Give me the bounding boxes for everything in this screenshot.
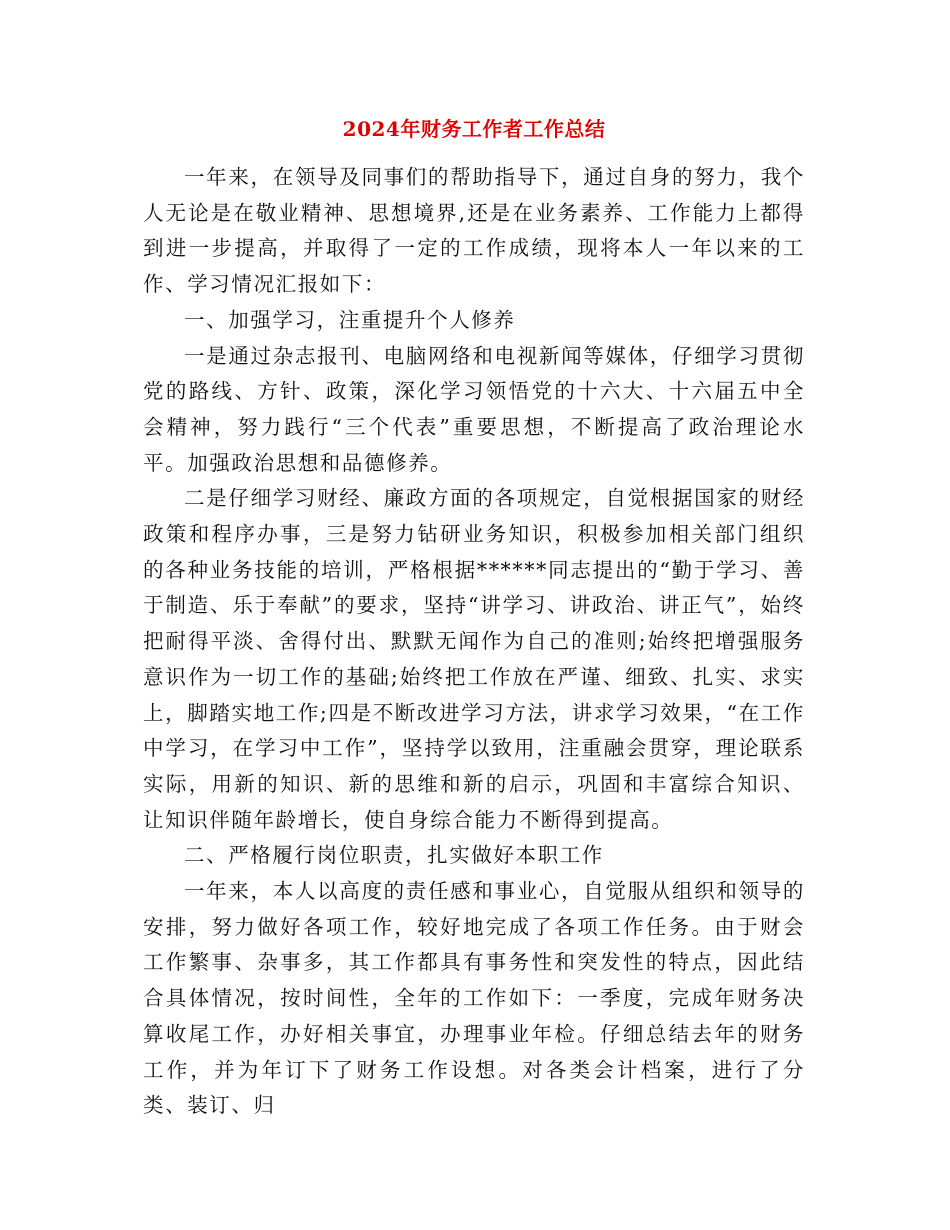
intro-paragraph: 一年来，在领导及同事们的帮助指导下，通过自身的努力，我个人无论是在敬业精神、思想境界,还是在业务素养、工作能力上都得到进一步提高，并取得了一定的工作成绩，现将本人一年以来的工作、学习情况汇报如下：: [143, 165, 805, 297]
section-heading-2: 二、严格履行岗位职责，扎实做好本职工作: [184, 843, 604, 868]
body-paragraph: 一是通过杂志报刊、电脑网络和电视新闻等媒体，仔细学习贯彻党的路线、方针、政策，深化学习领悟党的十六大、十六届五中全会精神，努力践行“三个代表”重要思想，不断提高了政治理论水平。加强政治思想和品德修养。: [143, 343, 805, 475]
document-title: 2024年财务工作者工作总结: [342, 117, 606, 141]
section-heading-1: 一、加强学习，注重提升个人修养: [184, 307, 516, 332]
body-paragraph: 一年来，本人以高度的责任感和事业心，自觉服从组织和领导的安排，努力做好各项工作，较好地完成了各项工作任务。由于财会工作繁事、杂事多，其工作都具有事务性和突发性的特点，因此结合具体情况，按时间性，全年的工作如下：一季度，完成年财务决算收尾工作，办好相关事宜，办理事业年检。仔细总结去年的财务工作，并为年订下了财务工作设想。对各类会计档案，进行了分类、装订、归: [143, 879, 805, 1118]
document-body: [143, 160, 805, 1124]
body-paragraph: 二是仔细学习财经、廉政方面的各项规定，自觉根据国家的财经政策和程序办事，三是努力钻研业务知识，积极参加相关部门组织的各种业务技能的培训，严格根据******同志提出的“勤于学习、善于制造、乐于奉献”的要求，坚持“讲学习、讲政治、讲正气”，始终把耐得平淡、舍得付出、默默无闻作为自己的准则;始终把增强服务意识作为一切工作的基础;始终把工作放在严谨、细致、扎实、求实上，脚踏实地工作;四是不断改进学习方法，讲求学习效果，“在工作中学习，在学习中工作”，坚持学以致用，注重融会贯穿，理论联系实际，用新的知识、新的思维和新的启示，巩固和丰富综合知识、让知识伴随年龄增长，使自身综合能力不断得到提高。: [143, 486, 805, 832]
